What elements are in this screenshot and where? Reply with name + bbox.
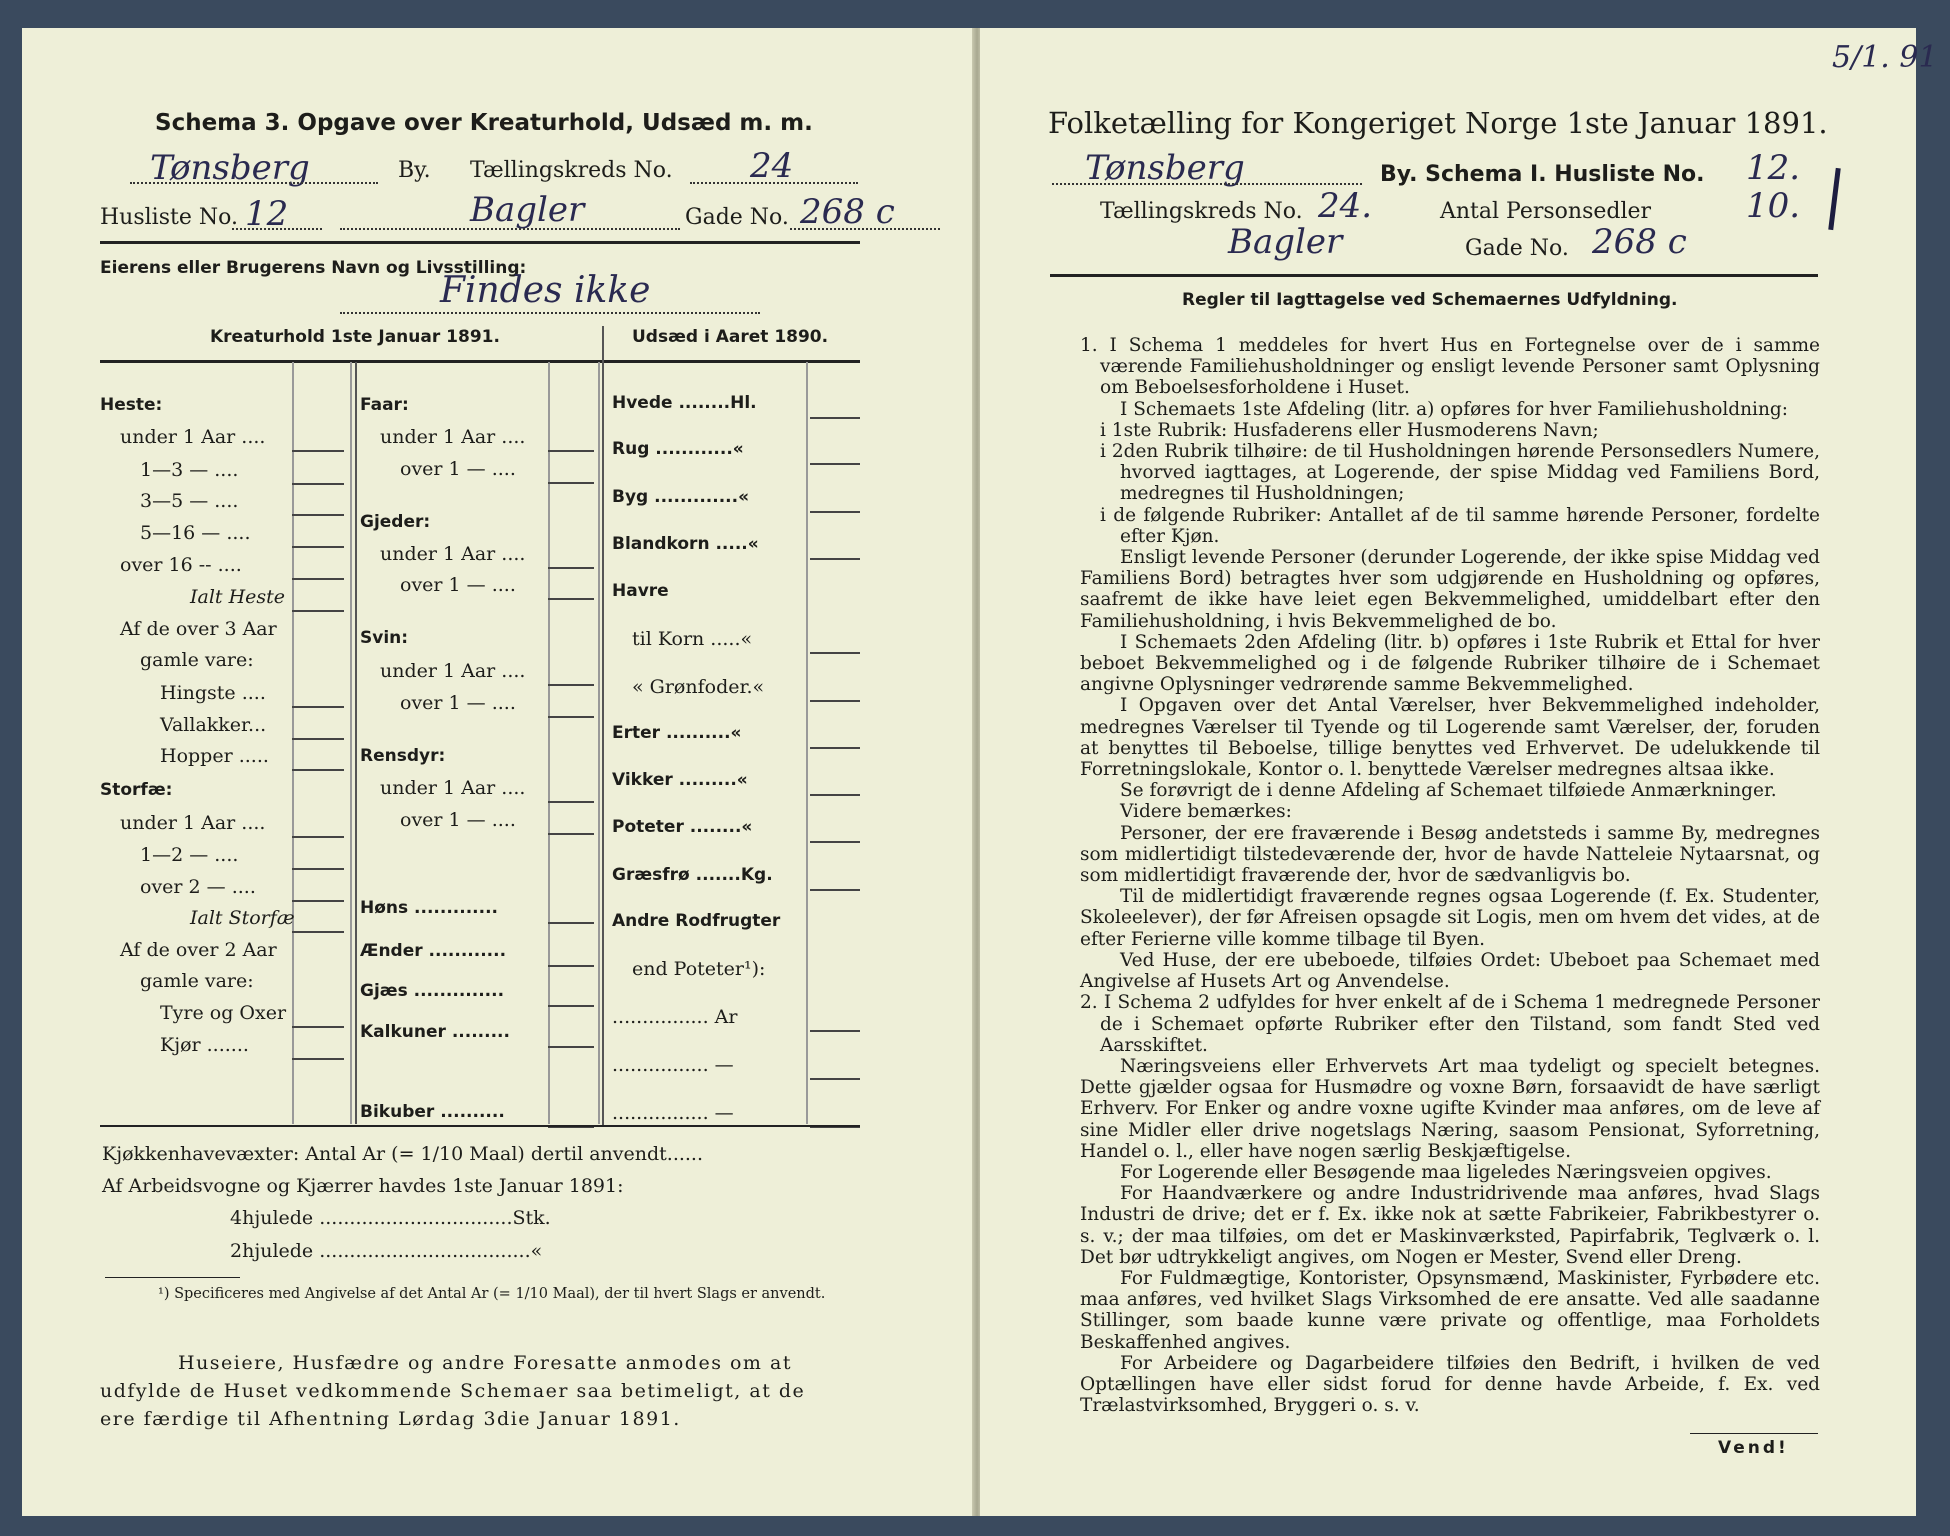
right-gade-label: Gade No. [1465,236,1569,261]
col1-answer-line [292,578,344,580]
right-header-rule [1050,274,1818,277]
rule-paragraph-16: For Logerende eller Besøgende maa ligeledes Næringsveien opgives. [1120,1161,1772,1183]
rule-paragraph-19: For Arbeidere og Dagarbeidere tilføies den Bedrift, i hvilken de ved Optællingen have eller sidst forud for denne havde Arbeide, f. Ex. ved Trælastvirksomhed, Bryggeri o. s. v. [1080,1352,1820,1417]
left-city-hand: Tønsberg [150,148,310,188]
right-gade-value: 268 c [1592,222,1687,262]
col2-row-over-1: over 1 — .... [400,692,516,714]
col2-answer-line [548,450,594,452]
right-kreds-label: Tællingskreds No. [1100,199,1303,224]
col1-answer-line [292,836,344,838]
left-kreds-line [690,182,858,184]
col1-answer-line [292,610,344,612]
col2-row-under-1-aar: under 1 Aar .... [380,660,526,682]
rule-paragraph-18: For Fuldmægtige, Kontorister, Opsynsmænd, Maskinister, Fyrbødere etc. maa anføres, ved hvilket Slags Virksomhed de ere ansatte. Ved alle saadanne Stillinger, som baade kunne være private og offentlige, maa Forholdets Beskaffenhed angives. [1080,1267,1820,1353]
left-gade-value: 268 c [800,192,895,232]
owner-hand: Findes ikke [440,270,651,311]
col1-row-1-3: 1—3 — .... [140,459,239,481]
col1-row-ialt-storf: Ialt Storfæ [190,907,295,929]
right-kreds-value: 24. [1318,186,1373,226]
rules-title: Regler til Iagttagelse ved Schemaernes Udfyldning. [1182,290,1678,310]
left-husliste-line [232,228,322,230]
rule-paragraph-7: I Schemaets 2den Afdeling (litr. b) opføres i 1ste Rubrik et Ettal for hver beboet Bekvemmelighed og i de følgende Rubriker tilhøire de i Schemaet angivne Oplysninger vedrørende samme Bekvemmelighed. [1080,631,1820,696]
col1-row-gamle-vare: gamle vare: [140,970,254,992]
col2-answer-line [548,482,594,484]
closing-2: udfylde de Huset vedkommende Schemaer saa betimeligt, at de [100,1380,806,1402]
col2-answer-line [548,1005,594,1007]
col3-row-gr-nfoder: « Grønfoder.« [632,676,765,698]
footnote: ¹) Specificeres med Angivelse af det Antal Ar (= 1/10 Maal), der til hvert Slags er anvendt. [158,1286,826,1302]
col3-row-poteter: Poteter ........« [612,817,753,837]
right-antal-label: Antal Personsedler [1440,199,1652,224]
udsaed-header: Udsæd i Aaret 1890. [632,327,829,347]
col2-row-bikuber: Bikuber .......... [360,1102,505,1122]
col1-row-af-de-over-2-aar: Af de over 2 Aar [120,939,277,961]
left-kreds-label: Tællingskreds No. [470,158,673,183]
col1-row-5-16: 5—16 — .... [140,522,251,544]
col2-row-over-1: over 1 — .... [400,458,516,480]
left-city-line [130,182,378,184]
rule-paragraph-8: I Opgaven over det Antal Værelser, hver Bekvemmelighed indeholder, medregnes Værelser til Tyende og til Logerende samt Værelser, der, foruden at benyttes til Beboelse, tillige benyttes ved Erhvervet. De udelukkende til Forretningslokale, Kontor o. l. benyttede Værelser medregnes altsaa ikke. [1080,695,1820,781]
rule-paragraph-17: For Haandværkere og andre Industridrivende maa anføres, hvad Slags Industri de drive; det er f. Ex. ikke nok at sætte Fabrikeier, Fabrikbestyrer o. s. v.; der maa tilføies, om det er Maskinværksted, Papirfabrik, Teglværk o. l. Det bør udtrykkeligt angives, om Nogen er Mester, Svend eller Dreng. [1080,1183,1820,1268]
rules-body [1080,335,1820,1416]
col1-answer-line [292,483,344,485]
col3-row-end-poteter: end Poteter¹): [632,958,766,980]
col2-answer-line [548,716,594,718]
left-street-line [340,228,680,230]
col1-row-hopper: Hopper ..... [160,745,269,767]
left-by-label: By. [398,158,431,183]
col1-answer-line [292,738,344,740]
left-gade-line [790,228,940,230]
col2-row-over-1: over 1 — .... [400,809,516,831]
col1-answer-line [292,769,344,771]
folketaelling-title: Folketælling for Kongeriget Norge 1ste Januar 1891. [1048,106,1828,140]
col3-answer-line [810,747,860,749]
col2-row-kalkuner: Kalkuner ......... [360,1022,510,1042]
col3-row-havre: Havre [612,581,669,601]
owner-label: Eierens eller Brugerens Navn og Livsstilling: [100,258,527,278]
rule-paragraph-10: Videre bemærkes: [1120,801,1292,823]
table-header-rule [100,360,860,363]
table-bottom-rule [100,1125,860,1127]
col2-answer-line [548,801,594,803]
col2-row-faar: Faar: [360,395,409,415]
right-city-hand: Tønsberg [1085,148,1245,188]
closing-1: Huseiere, Husfædre og andre Foresatte anmodes om at [178,1352,792,1374]
col1-answer-line [292,514,344,516]
rule-paragraph-9: Se forøvrigt de i denne Afdeling af Schemaet tilføiede Anmærkninger. [1120,780,1777,802]
col3-answer-line [810,417,860,419]
left-husliste-label: Husliste No. [100,205,238,230]
owner-line [340,312,760,314]
col3-row-gr-sfr-kg: Græsfrø .......Kg. [612,865,773,885]
col1-row-gamle-vare: gamle vare: [140,649,254,671]
vend-rule [1690,1433,1818,1434]
col1-value-left [292,362,294,1124]
arbeid-line: Af Arbeidsvogne og Kjærrer havdes 1ste Januar 1891: [102,1175,624,1197]
col1-answer-line [292,868,344,870]
right-city-line [1052,183,1362,185]
col2-row-svin: Svin: [360,628,409,648]
col1-row-kj-r: Kjør ....... [160,1034,249,1056]
col1-row-under-1-aar: under 1 Aar .... [120,426,266,448]
col1-row-3-5: 3—5 — .... [140,490,239,512]
col3-row-hvede-hl: Hvede ........Hl. [612,393,757,413]
kjokken-line: Kjøkkenhavevæxter: Antal Ar (= 1/10 Maal) dertil anvendt...... [102,1143,704,1165]
col2-answer-line [548,567,594,569]
vend-label: Vend! [1718,1438,1789,1458]
col1-answer-line [292,931,344,933]
col1-answer-line [292,900,344,902]
col1-row-over-16: over 16 -- .... [120,554,242,576]
col2-answer-line [548,833,594,835]
col3-value-left [806,362,808,1124]
col3-answer-line [810,1078,860,1080]
col3-row-ar: ................ Ar [612,1006,738,1028]
rule-paragraph-12: Til de midlertidigt fraværende regnes ogsaa Logerende (f. Ex. Studenter, Skoleelever), der før Afreisen opsagde sit Logis, men om hvem det vides, at de efter Ferierne ville komme tilbage til Byen. [1080,886,1820,950]
right-street-hand: Bagler [1228,222,1343,262]
col3-answer-line [810,463,860,465]
col3-row-byg: Byg .............« [612,487,750,507]
left-kreds-value: 24 [750,146,794,186]
col2-row-gj-s: Gjæs .............. [360,981,505,1001]
col1-value-right [350,362,352,1124]
col2-row-under-1-aar: under 1 Aar .... [380,777,526,799]
col3-answer-line [810,652,860,654]
left-street-hand: Bagler [470,190,585,230]
col2-row-over-1: over 1 — .... [400,574,516,596]
col2-answer-line [548,598,594,600]
col2-row-gjeder: Gjeder: [360,512,431,532]
col3-row-blandkorn: Blandkorn .....« [612,534,759,554]
rule-paragraph-14: 2. I Schema 2 udfyldes for hver enkelt af de i Schema 1 medregnede Personer de i Schemaet opførte Rubriker efter den Tilstand, som fandt Sted ved Aarsskiftet. [1080,992,1820,1056]
rule-paragraph-15: Næringsveiens eller Erhvervets Art maa tydeligt og specielt betegnes. Dette gjælder ogsaa for Husmødre og voxne Børn, forsaavidt de have særligt Erhverv. For Enker og andre voxne ugifte Kvinder maa anføres, om de leve af sine Midler eller drive nogetslags Næring, saasom Pensionat, Syforretning, Handel o. l., eller have nogen særlig Beskjæftigelse. [1080,1055,1820,1162]
col1-answer-line [292,1058,344,1060]
col3-answer-line [810,841,860,843]
right-husliste-value: 12. [1746,148,1801,188]
col3-row-til-korn: til Korn .....« [632,628,753,650]
col2-row-rensdyr: Rensdyr: [360,746,446,766]
rule-paragraph-3: i 1ste Rubrik: Husfaderens eller Husmoderens Navn; [1100,419,1599,441]
col2-value-right [598,362,600,1124]
rule-paragraph-6: Ensligt levende Personer (derunder Logerende, der ikke spise Middag ved Familiens Bord) betragtes hver som udgjørende en Husholdning og opføres, saafremt de ikke have leiet egen Bekvemmelighed, umiddelbart efter den Familiehusholdning, i hvis Bekvemmelighed de bo. [1080,547,1820,632]
left-rule-top [100,241,860,244]
col2-row-nder: Ænder ............ [360,941,507,961]
col2-answer-line [548,965,594,967]
col1-row-storf: Storfæ: [100,780,173,800]
col1-answer-line [292,706,344,708]
col1-row-hingste: Hingste .... [160,682,266,704]
rule-paragraph-1: 1. I Schema 1 meddeles for hvert Hus en Fortegnelse over de i samme værende Familiehusholdninger og ensligt levende Personer samt Oplysning om Beboelsesforholdene i Huset. [1080,335,1820,399]
col3-row-item: ................ — [612,1054,734,1076]
col2-row-h-ns: Høns ............. [360,898,499,918]
rule-paragraph-13: Ved Huse, der ere ubeboede, tilføies Ordet: Ubeboet paa Schemaet med Angivelse af Husets Art og Anvendelse. [1080,949,1820,993]
col2-answer-line [548,1046,594,1048]
right-antal-value: 10. [1746,186,1801,226]
fire-hjulede: 4hjulede ................................Stk. [230,1207,551,1229]
col1-row-vallakker: Vallakker... [160,714,267,736]
col2-answer-line [548,684,594,686]
col2-value-left [548,362,550,1124]
col3-answer-line [810,558,860,560]
right-by-schema: By. Schema I. Husliste No. [1380,162,1705,187]
section-divider [602,326,604,1126]
col1-row-1-2: 1—2 — .... [140,844,239,866]
col1-answer-line [292,546,344,548]
rule-paragraph-11: Personer, der ere fraværende i Besøg andetsteds i samme By, medregnes som midlertidigt tilstedeværende der, hvor de havde Natteleie Nytaarsnat, og som midlertidigt fraværende der, hvor de sædvanligvis bo. [1080,822,1820,887]
col3-row-erter: Erter ..........« [612,723,742,743]
left-gade-label: Gade No. [685,205,789,230]
kreatur-header: Kreaturhold 1ste Januar 1891. [210,327,500,347]
col1-row-heste: Heste: [100,395,163,415]
col1-row-af-de-over-3-aar: Af de over 3 Aar [120,618,277,640]
footnote-rule [105,1277,240,1278]
col-divider-1 [355,362,357,1124]
rule-paragraph-5: i de følgende Rubriker: Antallet af de til samme hørende Personer, fordelte efter Kjøn. [1100,504,1820,547]
rule-paragraph-4: i 2den Rubrik tilhøire: de til Husholdningen hørende Personsedlers Numere, hvorved iagttages, at Logerende, der spise Middag ved Familiens Bord, medregnes til Husholdningen; [1100,441,1820,505]
schema3-title: Schema 3. Opgave over Kreaturhold, Udsæd m. m. [155,110,813,136]
col3-answer-line [810,700,860,702]
col2-row-under-1-aar: under 1 Aar .... [380,543,526,565]
col1-answer-line [292,1026,344,1028]
rule-paragraph-2: I Schemaets 1ste Afdeling (litr. a) opføres for hver Familiehusholdning: [1120,398,1788,420]
col3-answer-line [810,511,860,513]
col1-row-ialt-heste: Ialt Heste [190,586,286,608]
col3-row-andre-rodfrugter: Andre Rodfrugter [612,911,781,931]
col1-row-under-1-aar: under 1 Aar .... [120,812,266,834]
col3-answer-line [810,794,860,796]
col3-row-item: ................ — [612,1102,734,1124]
col3-row-vikker: Vikker .........« [612,770,748,790]
col2-row-under-1-aar: under 1 Aar .... [380,426,526,448]
col3-row-rug: Rug ............« [612,439,744,459]
closing-3: ere færdige til Afhentning Lørdag 3die Januar 1891. [100,1408,681,1430]
col2-answer-line [548,922,594,924]
col1-row-tyre-og-oxer: Tyre og Oxer [160,1002,287,1024]
col1-answer-line [292,450,344,452]
col3-answer-line [810,1030,860,1032]
corner-note: 5/1. 91 [1832,40,1938,75]
to-hjulede: 2hjulede ...................................« [230,1240,543,1262]
left-husliste-value: 12 [245,194,289,234]
col3-answer-line [810,889,860,891]
col1-row-over-2: over 2 — .... [140,876,256,898]
